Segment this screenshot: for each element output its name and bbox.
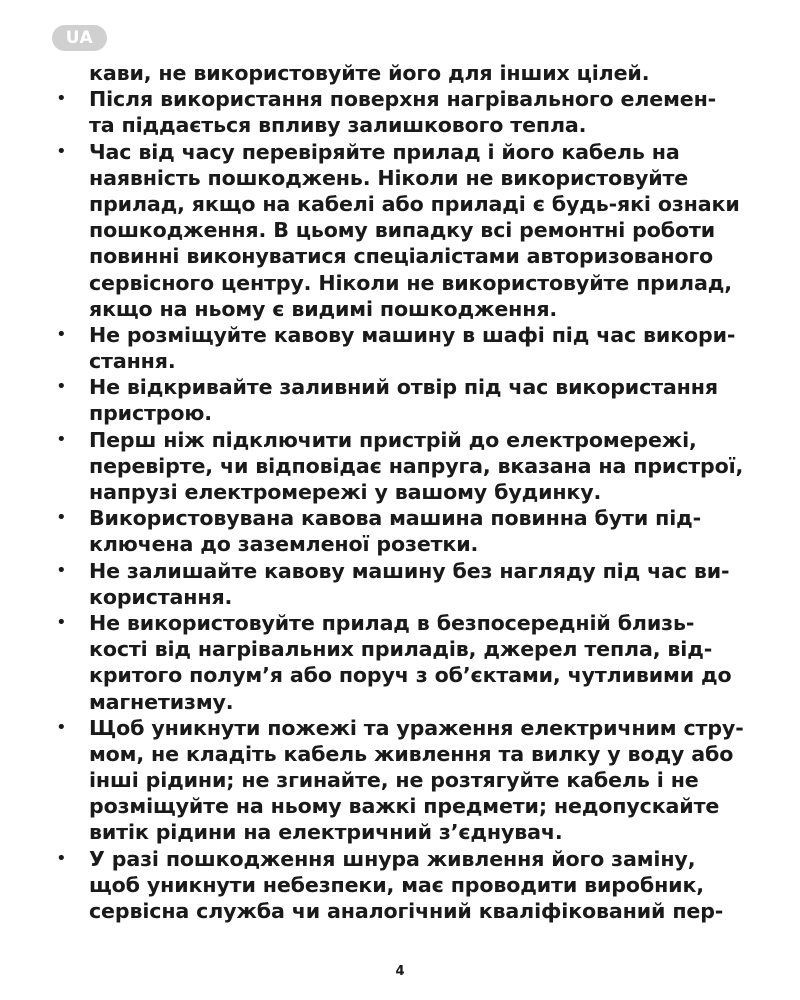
bullet-icon: • xyxy=(56,140,67,162)
line-text: магнетизму. xyxy=(89,689,234,714)
text-line xyxy=(52,453,754,479)
line-text: щоб уникнути небезпеки, має проводити виробник, xyxy=(89,872,704,897)
line-text: Не використовуйте прилад в безпосередній близь- xyxy=(89,610,695,635)
bullet-icon: • xyxy=(56,376,67,398)
text-line xyxy=(52,898,754,924)
bullet-icon: • xyxy=(56,428,67,450)
bullet-icon: • xyxy=(56,847,67,869)
line-text: прилад, якщо на кабелі або приладі є будь-які ознаки xyxy=(89,191,740,216)
bullet-item-line xyxy=(52,322,754,348)
text-line xyxy=(52,584,754,610)
bullet-item-line xyxy=(52,139,754,165)
text-line xyxy=(52,636,754,662)
page-number: 4 xyxy=(395,964,405,979)
line-text: розміщуйте на ньому важкі предмети; недопускайте xyxy=(89,794,720,819)
text-line xyxy=(52,270,754,296)
bullet-item-line xyxy=(52,86,754,112)
line-text: стання. xyxy=(89,349,176,374)
line-text: сервісного центру. Ніколи не використовуйте прилад, xyxy=(89,270,732,295)
bullet-icon: • xyxy=(56,611,67,633)
line-text: повинні виконуватися спеціалістами авторизованого xyxy=(89,244,714,269)
text-line xyxy=(52,165,754,191)
bullet-item-line xyxy=(52,558,754,584)
line-text: кості від нагрівальних приладів, джерел тепла, від- xyxy=(89,637,713,662)
text-line xyxy=(52,112,754,138)
line-text: Час від часу перевіряйте прилад і його кабель на xyxy=(89,139,680,164)
text-line xyxy=(52,872,754,898)
line-text: інші рідини; не згинайте, не розтягуйте кабель і не xyxy=(89,768,699,793)
bullet-item-line xyxy=(52,715,754,741)
line-text: напрузі електромережі у вашому будинку. xyxy=(89,480,602,504)
line-text: користання. xyxy=(89,584,233,609)
text-line xyxy=(52,689,754,715)
line-text: Не відкривайте заливний отвір під час використання xyxy=(89,375,718,400)
text-line xyxy=(52,741,754,767)
text-line xyxy=(52,662,754,688)
text-line xyxy=(52,296,754,322)
bullet-item-line xyxy=(52,427,754,453)
line-text: Не розміщуйте кавову машину в шафі під час викори- xyxy=(89,322,736,347)
bullet-item-line xyxy=(52,374,754,400)
line-text: витік рідини на електричний з’єднувач. xyxy=(89,820,563,845)
line-text: Після використання поверхня нагрівального елемен- xyxy=(89,87,717,112)
line-text: пристрою. xyxy=(89,401,212,426)
line-text: У разі пошкодження шнура живлення його заміну, xyxy=(89,846,696,871)
line-text: кави, не використовуйте його для інших цілей. xyxy=(89,61,650,85)
bullet-item-line xyxy=(52,610,754,636)
line-text: критого полум’я або поруч з об’єктами, чутливими до xyxy=(89,663,732,688)
text-line xyxy=(52,217,754,243)
bullet-icon: • xyxy=(56,323,67,345)
line-text: пошкодження. В цьому випадку всі ремонтні роботи xyxy=(89,218,716,243)
text-line xyxy=(52,243,754,269)
text-line xyxy=(52,793,754,819)
bullet-icon: • xyxy=(56,507,67,529)
bullet-icon: • xyxy=(56,88,67,110)
line-text: мом, не кладіть кабель живлення та вилку у воду або xyxy=(89,741,734,766)
bullet-item-line xyxy=(52,846,754,872)
line-text: перевірте, чи відповідає напруга, вказана на пристрої, xyxy=(89,453,744,478)
line-text: ключена до заземленої розетки. xyxy=(89,532,479,557)
text-line xyxy=(52,400,754,426)
line-text: сервісна служба чи аналогічний кваліфікований пер- xyxy=(89,899,724,923)
line-text: якщо на ньому є видимі пошкодження. xyxy=(89,296,558,321)
line-text: Не залишайте кавову машину без нагляду під час ви- xyxy=(89,558,730,583)
text-line xyxy=(52,531,754,557)
text-line xyxy=(52,348,754,374)
safety-instructions-text xyxy=(52,60,754,924)
text-line xyxy=(52,479,754,505)
line-text: Перш ніж підключити пристрій до електромережі, xyxy=(89,427,697,452)
text-line xyxy=(52,60,754,86)
bullet-icon: • xyxy=(56,559,67,581)
line-text: Щоб уникнути пожежі та ураження електричним стру- xyxy=(89,715,744,740)
line-text: наявність пошкоджень. Ніколи не використовуйте xyxy=(89,165,689,190)
text-line xyxy=(52,191,754,217)
line-text: та піддається впливу залишкового тепла. xyxy=(89,113,587,138)
line-text: Використовувана кавова машина повинна бути під- xyxy=(89,506,701,531)
language-badge: UA xyxy=(52,25,107,51)
bullet-icon: • xyxy=(56,716,67,738)
bullet-item-line xyxy=(52,505,754,531)
text-line xyxy=(52,819,754,845)
text-line xyxy=(52,767,754,793)
